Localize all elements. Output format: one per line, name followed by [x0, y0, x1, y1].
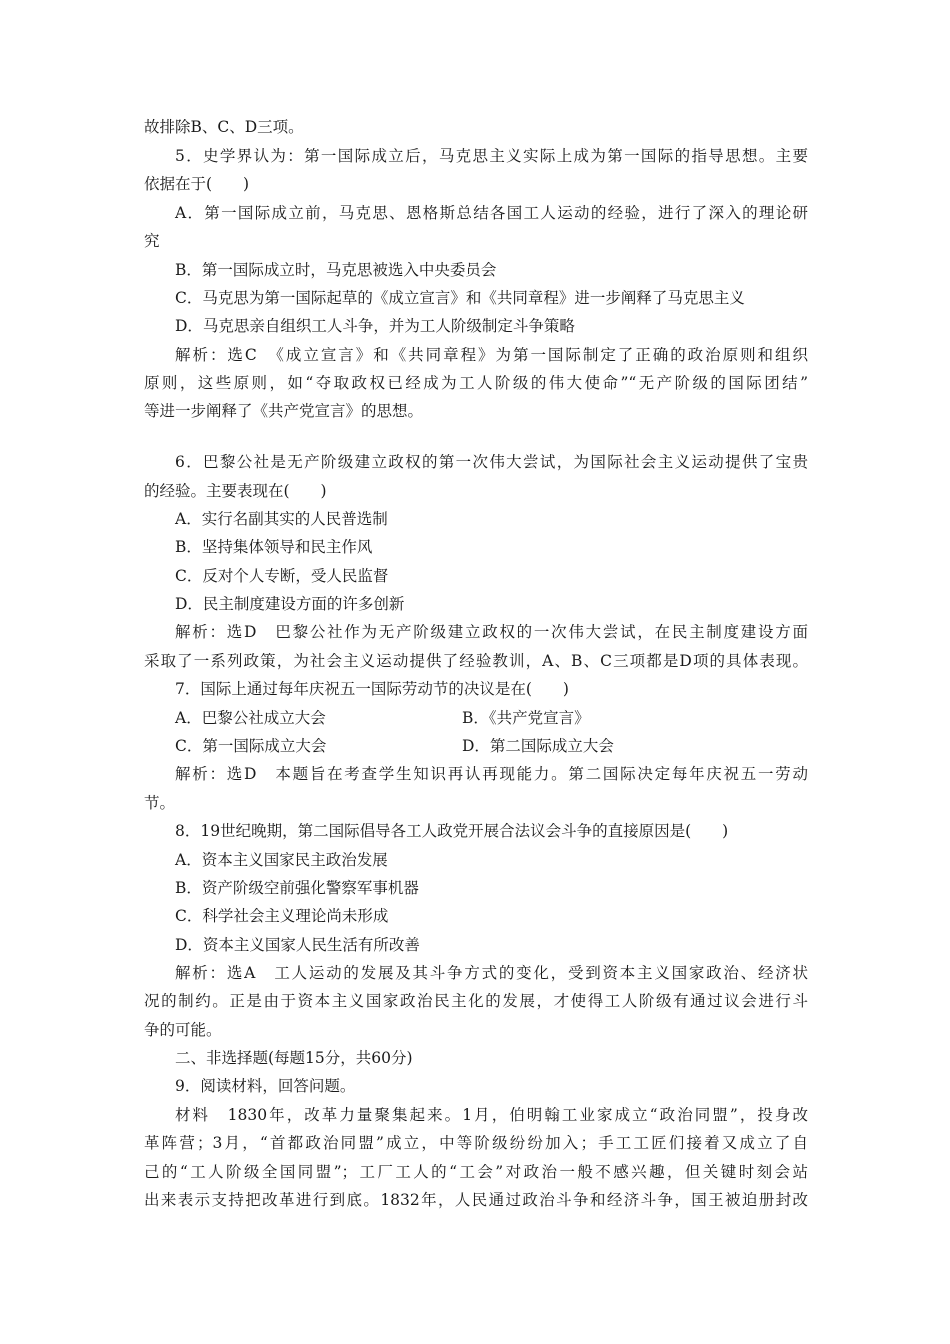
section-heading: 二、非选择题(每题15分，共60分) — [175, 1049, 413, 1067]
text-line: 故排除B、C、D三项。 — [144, 118, 304, 136]
question-7-option-c: C．第一国际成立大会 — [175, 737, 327, 755]
question-9-material-cont: 出来表示支持把改革进行到底。1832年，人民通过政治斗争和经济斗争，国王被迫册封改 — [144, 1191, 808, 1209]
question-7-option-b: B．《共产党宣言》 — [462, 709, 590, 727]
question-5-option-b: B．第一国际成立时，马克思被选入中央委员会 — [175, 261, 497, 279]
question-5-analysis-cont: 原则，这些原则，如“夺取政权已经成为工人阶级的伟大使命”“无产阶级的国际团结” — [144, 374, 808, 392]
question-6-stem: 6．巴黎公社是无产阶级建立政权的第一次伟大尝试，为国际社会主义运动提供了宝贵 — [175, 453, 808, 471]
question-9-material-cont: 己的“工人阶级全国同盟”；工厂工人的“工会”对政治一般不感兴趣，但关键时刻会站 — [144, 1163, 808, 1181]
question-7-analysis: 解析：选D 本题旨在考查学生知识再认再现能力。第二国际决定每年庆祝五一劳动 — [175, 765, 808, 783]
question-9-material: 材料 1830年，改革力量聚集起来。1月，伯明翰工业家成立“政治同盟”，投身改 — [175, 1106, 808, 1124]
question-5-stem: 5．史学界认为：第一国际成立后，马克思主义实际上成为第一国际的指导思想。主要 — [175, 147, 808, 165]
question-5-option-a-cont: 究 — [144, 232, 160, 250]
question-7-option-d: D．第二国际成立大会 — [462, 737, 614, 755]
question-6-option-d: D．民主制度建设方面的许多创新 — [175, 595, 405, 613]
question-7-analysis-cont: 节。 — [144, 794, 176, 812]
question-5-analysis: 解析：选C 《成立宣言》和《共同章程》为第一国际制定了正确的政治原则和组织 — [175, 346, 808, 364]
question-6-option-b: B．坚持集体领导和民主作风 — [175, 538, 373, 556]
question-8-option-c: C．科学社会主义理论尚未形成 — [175, 907, 389, 925]
question-8-analysis: 解析：选A 工人运动的发展及其斗争方式的变化，受到资本主义国家政治、经济状 — [175, 964, 808, 982]
question-8-analysis-cont: 况的制约。正是由于资本主义国家政治民主化的发展，才使得工人阶级有通过议会进行斗 — [144, 992, 808, 1010]
question-8-analysis-end: 争的可能。 — [144, 1021, 222, 1039]
question-5-analysis-end: 等进一步阐释了《共产党宣言》的思想。 — [144, 402, 424, 420]
question-6-option-c: C．反对个人专断，受人民监督 — [175, 567, 389, 585]
question-5-option-a: A．第一国际成立前，马克思、恩格斯总结各国工人运动的经验，进行了深入的理论研 — [175, 204, 808, 222]
question-9-stem: 9．阅读材料，回答问题。 — [175, 1077, 356, 1095]
question-7-stem: 7．国际上通过每年庆祝五一国际劳动节的决议是在( ) — [175, 680, 569, 698]
question-5-option-c: C．马克思为第一国际起草的《成立宣言》和《共同章程》进一步阐释了马克思主义 — [175, 289, 745, 307]
question-6-option-a: A．实行名副其实的人民普选制 — [175, 510, 388, 528]
question-7-option-a: A．巴黎公社成立大会 — [175, 709, 326, 727]
question-5-option-d: D．马克思亲自组织工人斗争，并为工人阶级制定斗争策略 — [175, 317, 575, 335]
question-8-stem: 8．19世纪晚期，第二国际倡导各工人政党开展合法议会斗争的直接原因是( ) — [175, 822, 729, 840]
question-8-option-b: B．资产阶级空前强化警察军事机器 — [175, 879, 419, 897]
question-5-stem-cont: 依据在于( ) — [144, 175, 250, 193]
question-6-stem-cont: 的经验。主要表现在( ) — [144, 482, 327, 500]
question-9-material-cont: 革阵营；3月，“首都政治同盟”成立，中等阶级纷纷加入；手工工匠们接着又成立了自 — [144, 1134, 808, 1152]
question-6-analysis: 解析：选D 巴黎公社作为无产阶级建立政权的一次伟大尝试，在民主制度建设方面 — [175, 623, 808, 641]
question-6-analysis-cont: 采取了一系列政策，为社会主义运动提供了经验教训，A、B、C三项都是D项的具体表现。 — [144, 652, 808, 670]
question-8-option-a: A．资本主义国家民主政治发展 — [175, 851, 388, 869]
question-8-option-d: D．资本主义国家人民生活有所改善 — [175, 936, 420, 954]
